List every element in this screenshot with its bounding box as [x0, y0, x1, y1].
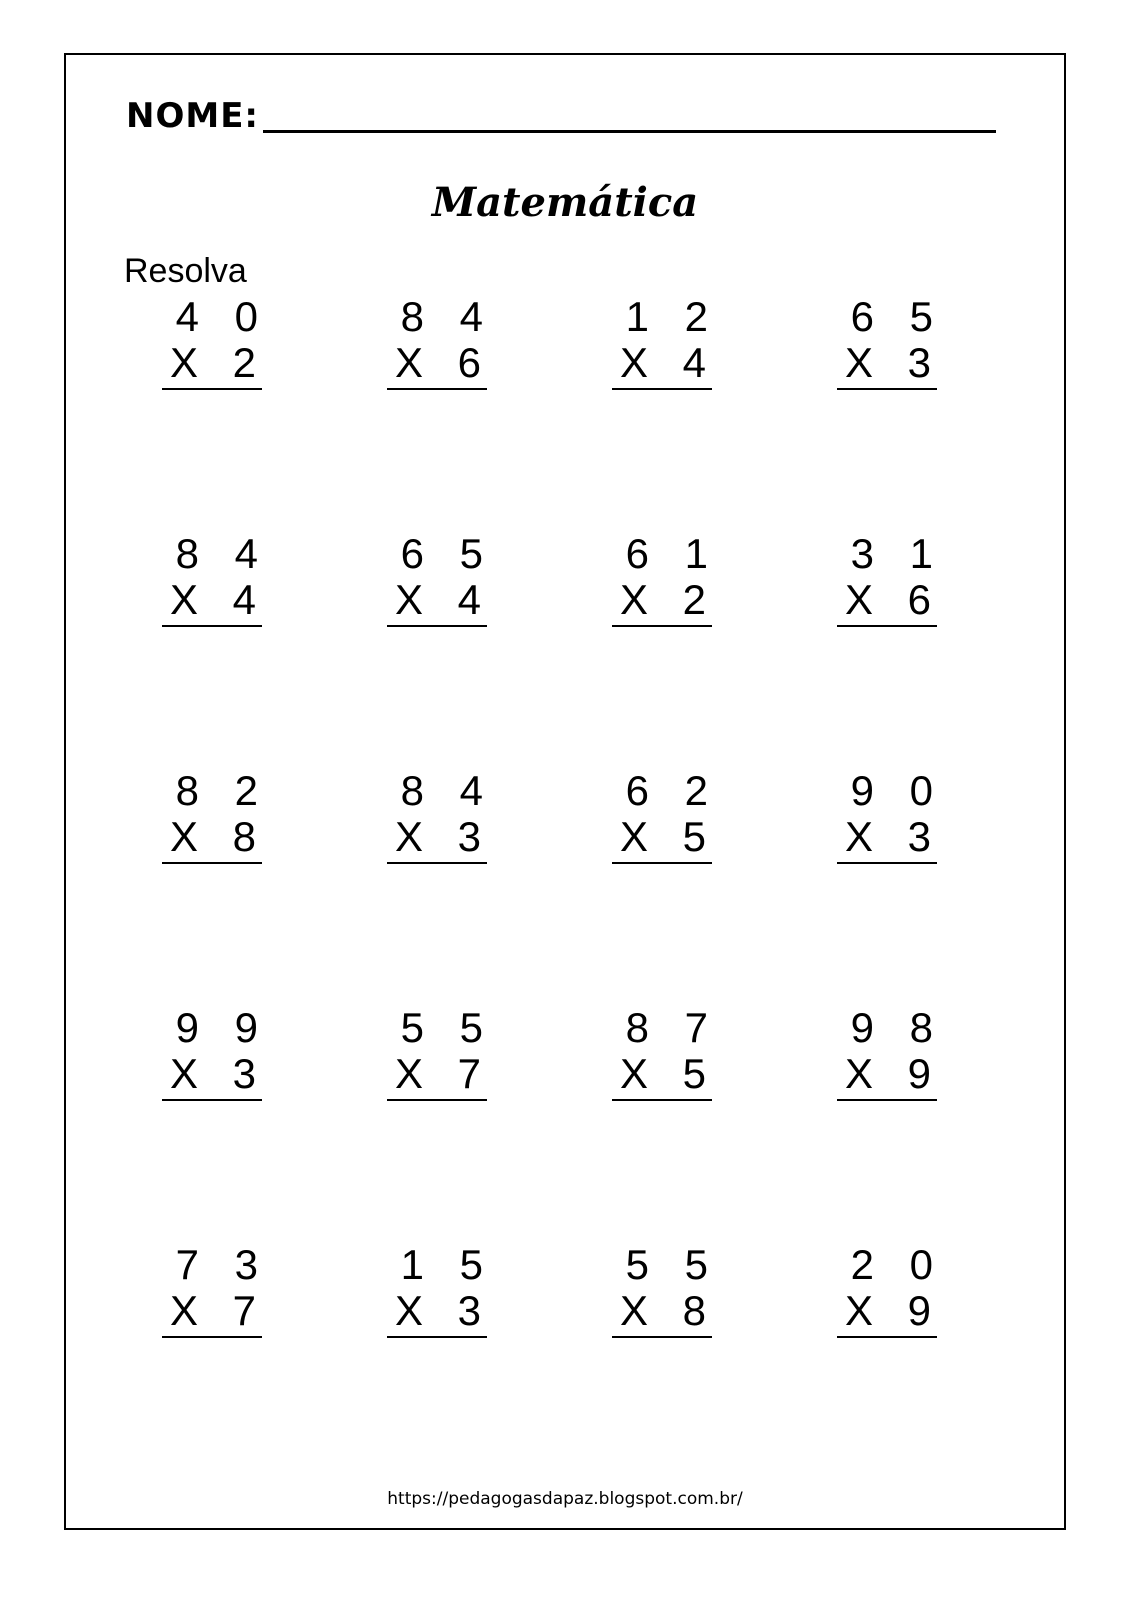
answer-line: [387, 862, 487, 864]
problem-multiplier: 8: [232, 813, 256, 860]
multiply-sign: X: [845, 339, 874, 386]
problem-multiplier: 4: [682, 339, 706, 386]
multiply-sign: X: [170, 813, 199, 860]
name-label: NOME:: [126, 96, 260, 136]
problem-bottom-row: [162, 1050, 262, 1097]
problem-bottom-row: [837, 339, 937, 386]
problem-multiplier: 3: [907, 339, 931, 386]
multiplication-problem: [387, 1241, 495, 1338]
problem-multiplier: 4: [232, 576, 256, 623]
problem-multiplier: 8: [682, 1287, 706, 1334]
multiply-sign: X: [170, 1287, 199, 1334]
answer-line: [162, 1336, 262, 1338]
problem-top-number: 7 3: [175, 1241, 270, 1288]
problem-top-number: 2 0: [850, 1241, 945, 1288]
answer-line: [837, 862, 937, 864]
problem-top-number: 8 7: [625, 1004, 720, 1051]
source-url: https://pedagogasdapaz.blogspot.com.br/: [387, 1489, 743, 1509]
answer-line: [387, 1099, 487, 1101]
problem-top-number: 4 0: [175, 293, 270, 340]
multiplication-problem: [612, 1004, 720, 1101]
problem-top-number: 6 5: [400, 530, 495, 577]
problem-multiplier: 6: [907, 576, 931, 623]
problem-multiplier: 3: [457, 1287, 481, 1334]
multiplication-problem: [387, 1004, 495, 1101]
problem-multiplier: 3: [457, 813, 481, 860]
problem-top-number: 9 0: [850, 767, 945, 814]
multiplication-problem: [162, 530, 270, 627]
problem-multiplier: 5: [682, 1050, 706, 1097]
multiplication-problem: [387, 767, 495, 864]
multiply-sign: X: [845, 813, 874, 860]
multiply-sign: X: [170, 1050, 199, 1097]
problem-bottom-row: [612, 1287, 712, 1334]
multiplication-problem: [162, 767, 270, 864]
answer-line: [162, 1099, 262, 1101]
problem-multiplier: 7: [457, 1050, 481, 1097]
problem-multiplier: 7: [232, 1287, 256, 1334]
answer-line: [837, 1336, 937, 1338]
problem-multiplier: 5: [682, 813, 706, 860]
multiply-sign: X: [845, 1287, 874, 1334]
problem-top-number: 8 4: [400, 293, 495, 340]
multiply-sign: X: [620, 1050, 649, 1097]
multiply-sign: X: [620, 339, 649, 386]
problem-bottom-row: [837, 1287, 937, 1334]
problem-multiplier: 4: [457, 576, 481, 623]
multiply-sign: X: [395, 576, 424, 623]
answer-line: [387, 1336, 487, 1338]
problem-bottom-row: [837, 1050, 937, 1097]
multiplication-problem: [837, 293, 945, 390]
multiply-sign: X: [845, 576, 874, 623]
multiplication-problem: [162, 1004, 270, 1101]
answer-line: [612, 1099, 712, 1101]
answer-line: [837, 388, 937, 390]
multiply-sign: X: [170, 576, 199, 623]
problem-bottom-row: [387, 339, 487, 386]
multiply-sign: X: [170, 339, 199, 386]
problem-top-number: 1 5: [400, 1241, 495, 1288]
problem-bottom-row: [387, 1050, 487, 1097]
multiplication-problem: [162, 1241, 270, 1338]
multiplication-problem: [612, 767, 720, 864]
problem-top-number: 9 8: [850, 1004, 945, 1051]
multiply-sign: X: [620, 1287, 649, 1334]
problem-multiplier: 9: [907, 1050, 931, 1097]
problem-bottom-row: [837, 576, 937, 623]
problem-bottom-row: [387, 576, 487, 623]
answer-line: [612, 862, 712, 864]
multiply-sign: X: [395, 1050, 424, 1097]
multiply-sign: X: [395, 813, 424, 860]
multiplication-problem: [612, 530, 720, 627]
answer-line: [387, 388, 487, 390]
answer-line: [387, 625, 487, 627]
problem-multiplier: 9: [907, 1287, 931, 1334]
instruction-text: Resolva: [124, 252, 247, 290]
multiplication-problem: [387, 530, 495, 627]
problem-bottom-row: [837, 813, 937, 860]
problem-top-number: 1 2: [625, 293, 720, 340]
problem-bottom-row: [387, 813, 487, 860]
multiply-sign: X: [395, 1287, 424, 1334]
multiply-sign: X: [620, 576, 649, 623]
problem-bottom-row: [162, 1287, 262, 1334]
problem-top-number: 5 5: [625, 1241, 720, 1288]
problem-multiplier: 3: [907, 813, 931, 860]
problem-multiplier: 2: [232, 339, 256, 386]
problem-multiplier: 2: [682, 576, 706, 623]
multiplication-problem: [837, 1241, 945, 1338]
problem-multiplier: 3: [232, 1050, 256, 1097]
answer-line: [837, 625, 937, 627]
problem-grid: [162, 293, 962, 1338]
multiplication-problem: [387, 293, 495, 390]
answer-line: [162, 625, 262, 627]
problem-top-number: 6 1: [625, 530, 720, 577]
multiply-sign: X: [395, 339, 424, 386]
problem-bottom-row: [162, 813, 262, 860]
multiplication-problem: [837, 767, 945, 864]
multiplication-problem: [162, 293, 270, 390]
multiplication-problem: [612, 293, 720, 390]
problem-top-number: 9 9: [175, 1004, 270, 1051]
page-title: Matemática: [431, 179, 699, 226]
multiplication-problem: [837, 1004, 945, 1101]
problem-bottom-row: [612, 813, 712, 860]
problem-top-number: 5 5: [400, 1004, 495, 1051]
problem-top-number: 3 1: [850, 530, 945, 577]
answer-line: [612, 1336, 712, 1338]
problem-top-number: 8 2: [175, 767, 270, 814]
problem-top-number: 6 5: [850, 293, 945, 340]
problem-bottom-row: [612, 576, 712, 623]
answer-line: [837, 1099, 937, 1101]
name-input-line[interactable]: [263, 129, 996, 133]
problem-top-number: 8 4: [400, 767, 495, 814]
multiply-sign: X: [620, 813, 649, 860]
multiplication-problem: [612, 1241, 720, 1338]
worksheet: [64, 53, 1066, 1530]
problem-bottom-row: [162, 339, 262, 386]
problem-bottom-row: [162, 576, 262, 623]
problem-top-number: 8 4: [175, 530, 270, 577]
problem-multiplier: 6: [457, 339, 481, 386]
multiplication-problem: [837, 530, 945, 627]
name-row: [126, 85, 996, 135]
multiply-sign: X: [845, 1050, 874, 1097]
answer-line: [612, 625, 712, 627]
problem-top-number: 6 2: [625, 767, 720, 814]
problem-bottom-row: [387, 1287, 487, 1334]
answer-line: [612, 388, 712, 390]
answer-line: [162, 862, 262, 864]
problem-bottom-row: [612, 1050, 712, 1097]
answer-line: [162, 388, 262, 390]
problem-bottom-row: [612, 339, 712, 386]
